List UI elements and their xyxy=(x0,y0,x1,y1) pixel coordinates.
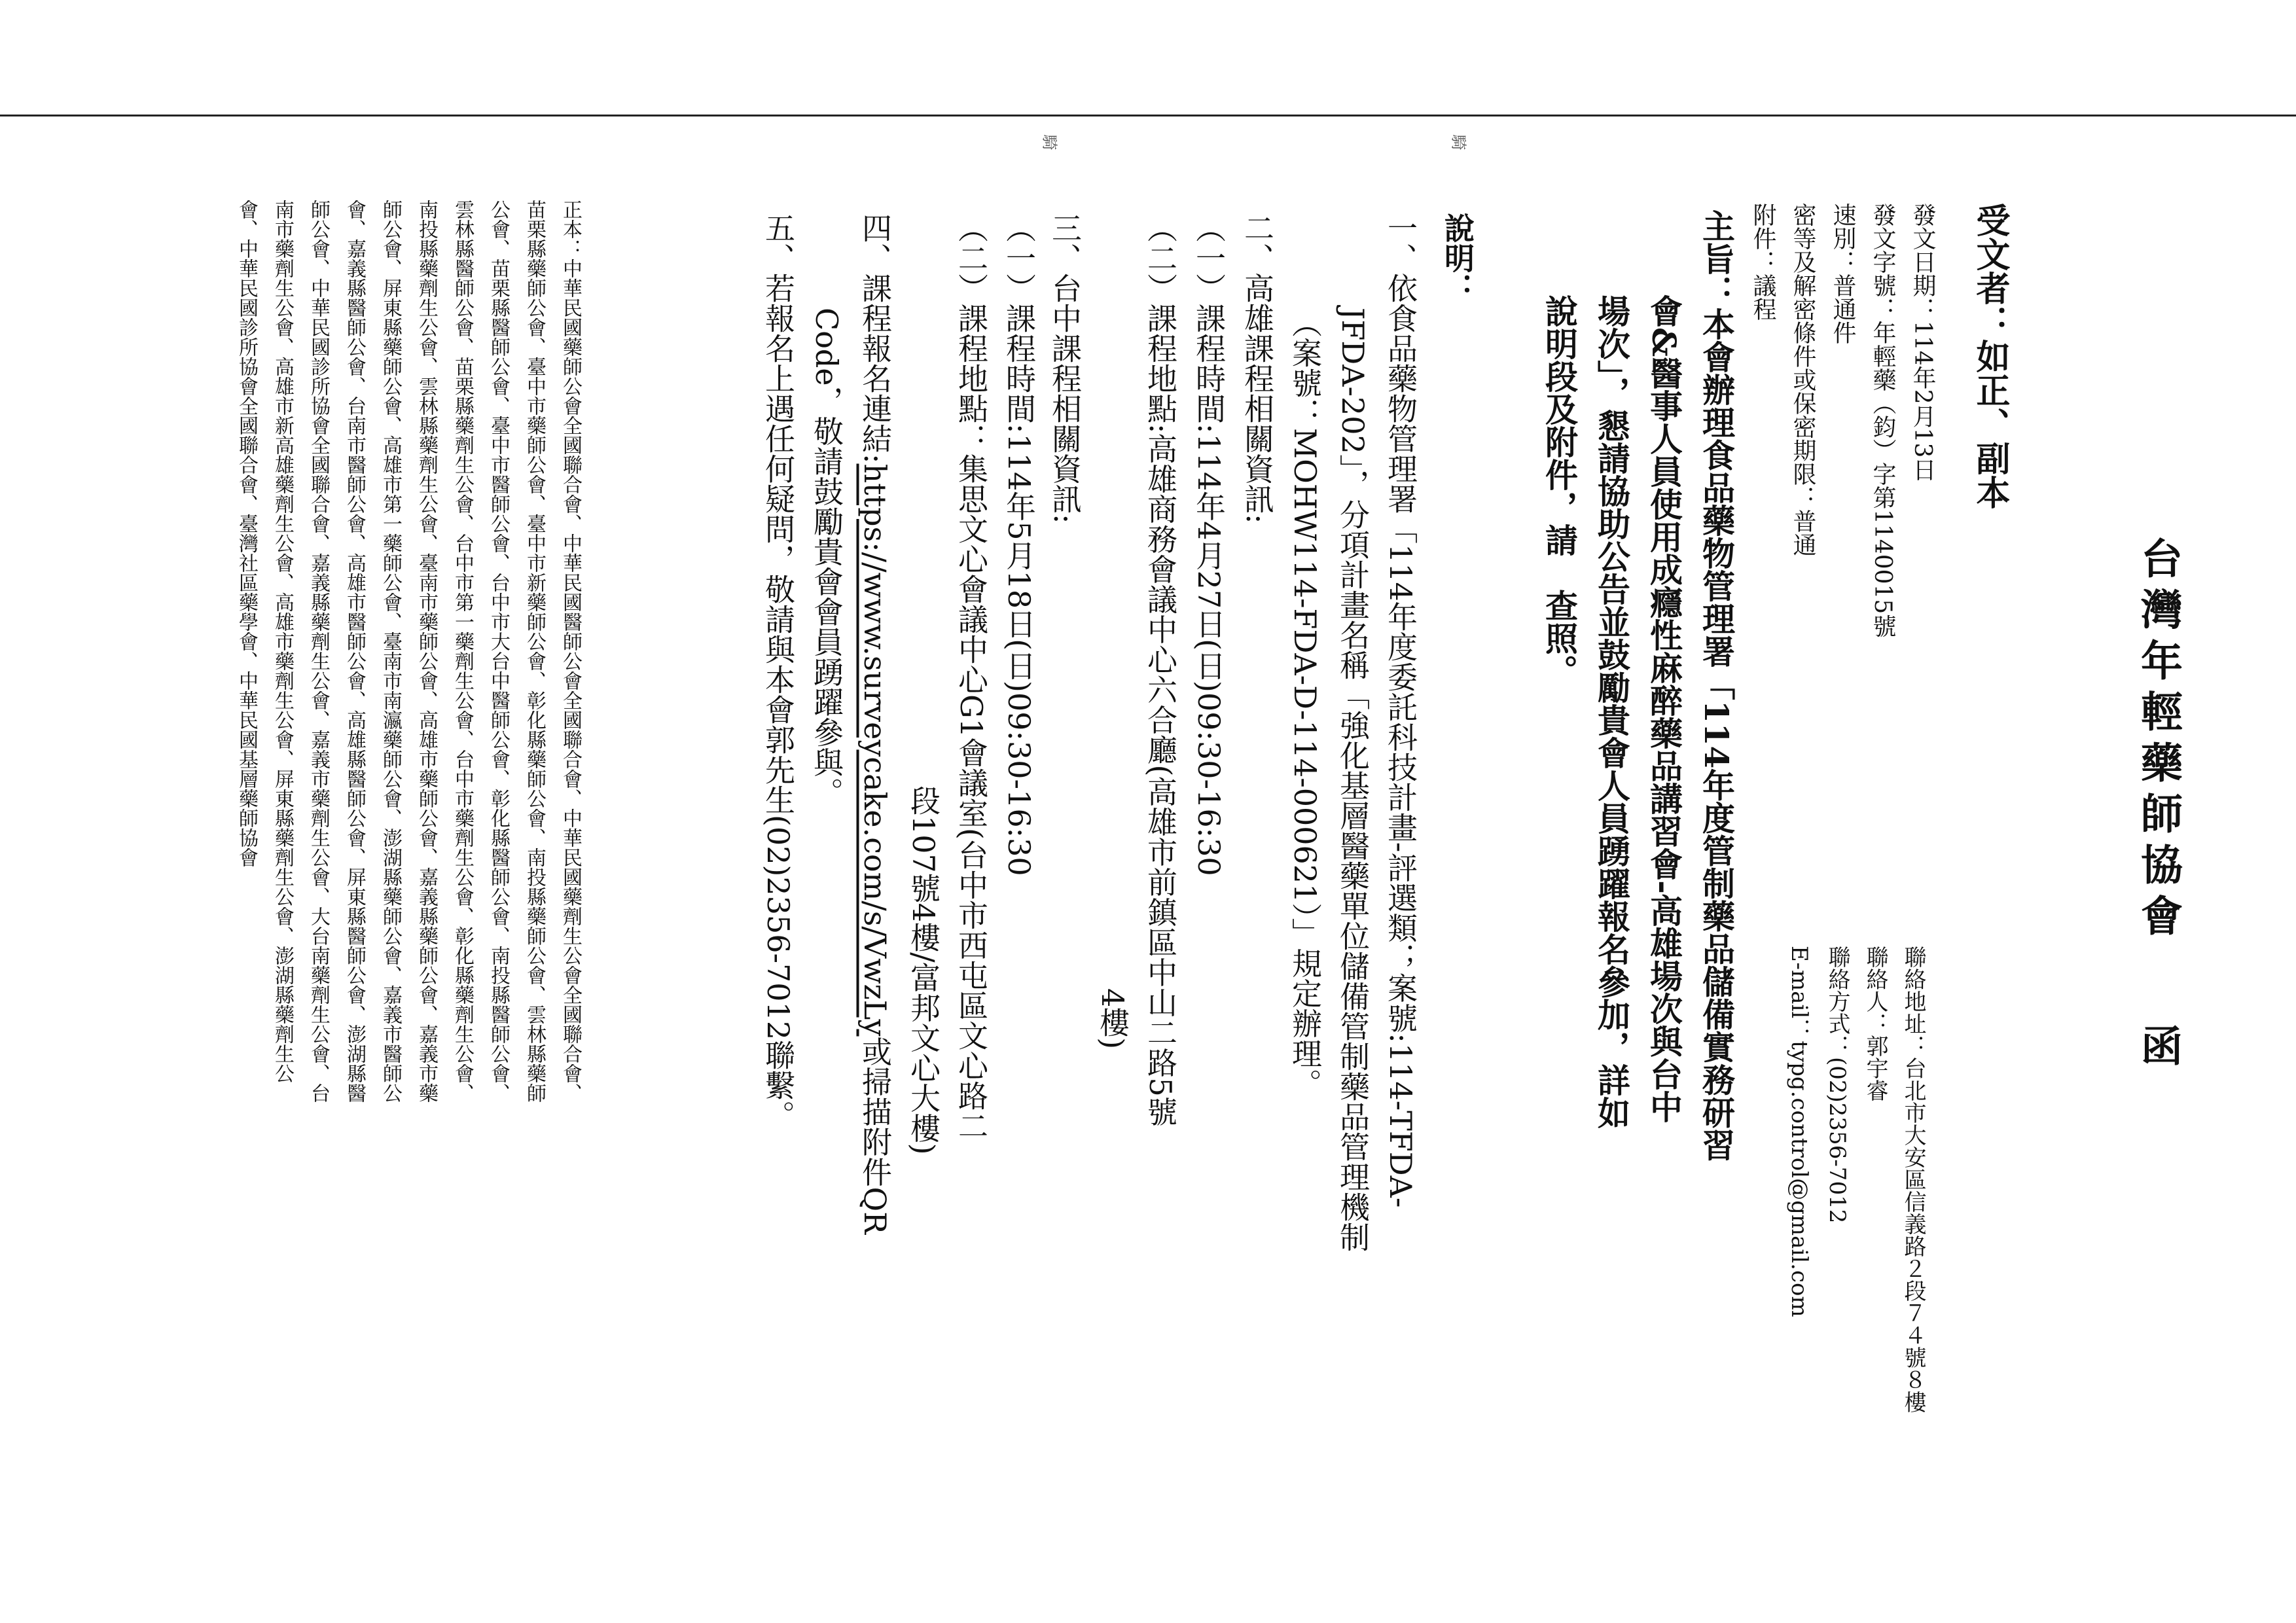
document-number: 發文字號：年輕藥（鈞）字第1140015號 xyxy=(1869,203,1896,638)
explanation-line: （案號：MOHW114-FDA-D-114-000621）」規定辦理。 xyxy=(1287,308,1323,1099)
cc-line: 苗栗縣藥師公會、臺中市藥師公會、臺中市新藥師公會、彰化縣藥師公會、南投縣藥師公會、雲林縣藥師 xyxy=(523,200,546,1103)
contact-email: E-mail：typg.control@gmail.com xyxy=(1786,946,1812,1317)
explanation-line: Code，敬請鼓勵貴會會員踴躍參與。 xyxy=(809,308,844,808)
item-4-prefix: 四、課程報名連結: xyxy=(857,213,893,464)
binding-mark: 騎 xyxy=(1449,134,1468,151)
subject-line: 說明段及附件，請 查照。 xyxy=(1540,294,1579,687)
attachment: 附件：議程 xyxy=(1749,203,1776,321)
cc-line: 師公會、中華民國診所協會全國聯合會、嘉義縣藥劑生公會、嘉義市藥劑生公會、大台南藥劑生公會、台 xyxy=(307,200,330,1103)
contact-address: 聯絡地址：台北市大安區信義路２段７４號８樓 xyxy=(1900,946,1926,1413)
explanation-line: 段107號4樓/富邦文心大樓) xyxy=(906,785,941,1155)
contact-person: 聯絡人：郭宇睿 xyxy=(1862,946,1888,1101)
cc-line: 公會、苗栗縣醫師公會、臺中市醫師公會、台中市大台中醫師公會、彰化縣醫師公會、南投縣醫師公會、 xyxy=(487,200,510,1103)
explanation-line: 二、高雄課程相關資訊: xyxy=(1240,213,1275,524)
explanation-heading: 說明： xyxy=(1440,213,1475,303)
cc-line: 南市藥劑生公會、高雄市新高雄藥劑生公會、高雄市藥劑生公會、屏東縣藥劑生公會、澎湖縣藥劑生公 xyxy=(271,200,294,1083)
security-level: 密等及解密條件或保密期限：普通 xyxy=(1789,203,1816,556)
subject-line: 場次」，懇請協助公告並鼓勵貴會人員踴躍報名參加，詳如 xyxy=(1592,294,1631,1129)
explanation-line: 三、台中課程相關資訊: xyxy=(1047,213,1083,524)
document-type: 函 xyxy=(2134,1024,2183,1076)
contact-phone: 聯絡方式：(02)2356-7012 xyxy=(1824,946,1850,1224)
delivery-speed: 速別：普通件 xyxy=(1829,203,1856,344)
explanation-line: （二）課程地點：集思文心會議中心G1會議室(台中市西屯區文心路二 xyxy=(954,213,989,1141)
letterhead-title xyxy=(2128,537,2188,1075)
cc-line: 雲林縣醫師公會、苗栗縣藥劑生公會、台中市第一藥劑生公會、台中市藥劑生公會、彰化縣藥劑生公會、 xyxy=(451,200,474,1103)
explanation-line: 4樓) xyxy=(1095,988,1130,1050)
subject-line: 會&醫事人員使用成癮性麻醉藥品講習會-高雄場次與台中 xyxy=(1645,294,1683,1123)
issue-date: 發文日期：114年2月13日 xyxy=(1909,203,1936,482)
explanation-line: （一）課程時間:114年4月27日(日)09:30-16:30 xyxy=(1191,213,1227,876)
explanation-line: 一、依食品藥物管理署「114年度委託科技計畫-評選類；案號:114-TFDA- xyxy=(1383,213,1418,1208)
cc-line: 南投縣藥劑生公會、雲林縣藥劑生公會、臺南市藥師公會、高雄市藥師公會、嘉義縣藥師公會、嘉義市藥 xyxy=(415,200,438,1103)
explanation-line: （一）課程時間:114年5月18日(日)09:30-16:30 xyxy=(1001,213,1037,876)
binding-mark: 騎 xyxy=(1040,134,1059,151)
cc-line: 正本：中華民國藥師公會全國聯合會、中華民國醫師公會全國聯合會、中華民國藥劑生公會全國聯合會、 xyxy=(559,200,582,1103)
explanation-line: JFDA-202」，分項計畫名稱「強化基層醫藥單位儲備管制藥品管理機制 xyxy=(1335,308,1371,1252)
cc-line: 會、中華民國診所協會全國聯合會、臺灣社區藥學會、中華民國基層藥師協會 xyxy=(235,200,258,867)
fold-line xyxy=(0,115,2296,116)
organization-name: 台灣年輕藥師協會 xyxy=(2134,537,2183,945)
item-4-suffix: 或掃描附件QR xyxy=(857,1036,893,1234)
explanation-item-4 xyxy=(853,213,897,1234)
subject-line: 主旨：本會辦理食品藥物管理署「114年度管制藥品儲備實務研習 xyxy=(1697,209,1736,1162)
recipient: 受文者：如正、副本 xyxy=(1970,203,2010,509)
cc-line: 師公會、屏東縣藥師公會、高雄市第一藥師公會、臺南市南瀛藥師公會、澎湖縣藥師公會、嘉義市醫師公 xyxy=(379,200,402,1103)
explanation-line: （二）課程地點:高雄商務會議中心六合廳(高雄市前鎮區中山二路5號 xyxy=(1143,213,1178,1127)
cc-line: 會、嘉義縣醫師公會、台南市醫師公會、高雄市醫師公會、高雄縣醫師公會、屏東縣醫師公會、澎湖縣醫 xyxy=(343,200,366,1103)
registration-link[interactable]: https://www.surveycake.com/s/VwzLy xyxy=(857,463,893,1037)
explanation-item-5: 五、若報名上遇任何疑問，敬請與本會郭先生(02)2356-7012聯繫。 xyxy=(761,213,796,1131)
